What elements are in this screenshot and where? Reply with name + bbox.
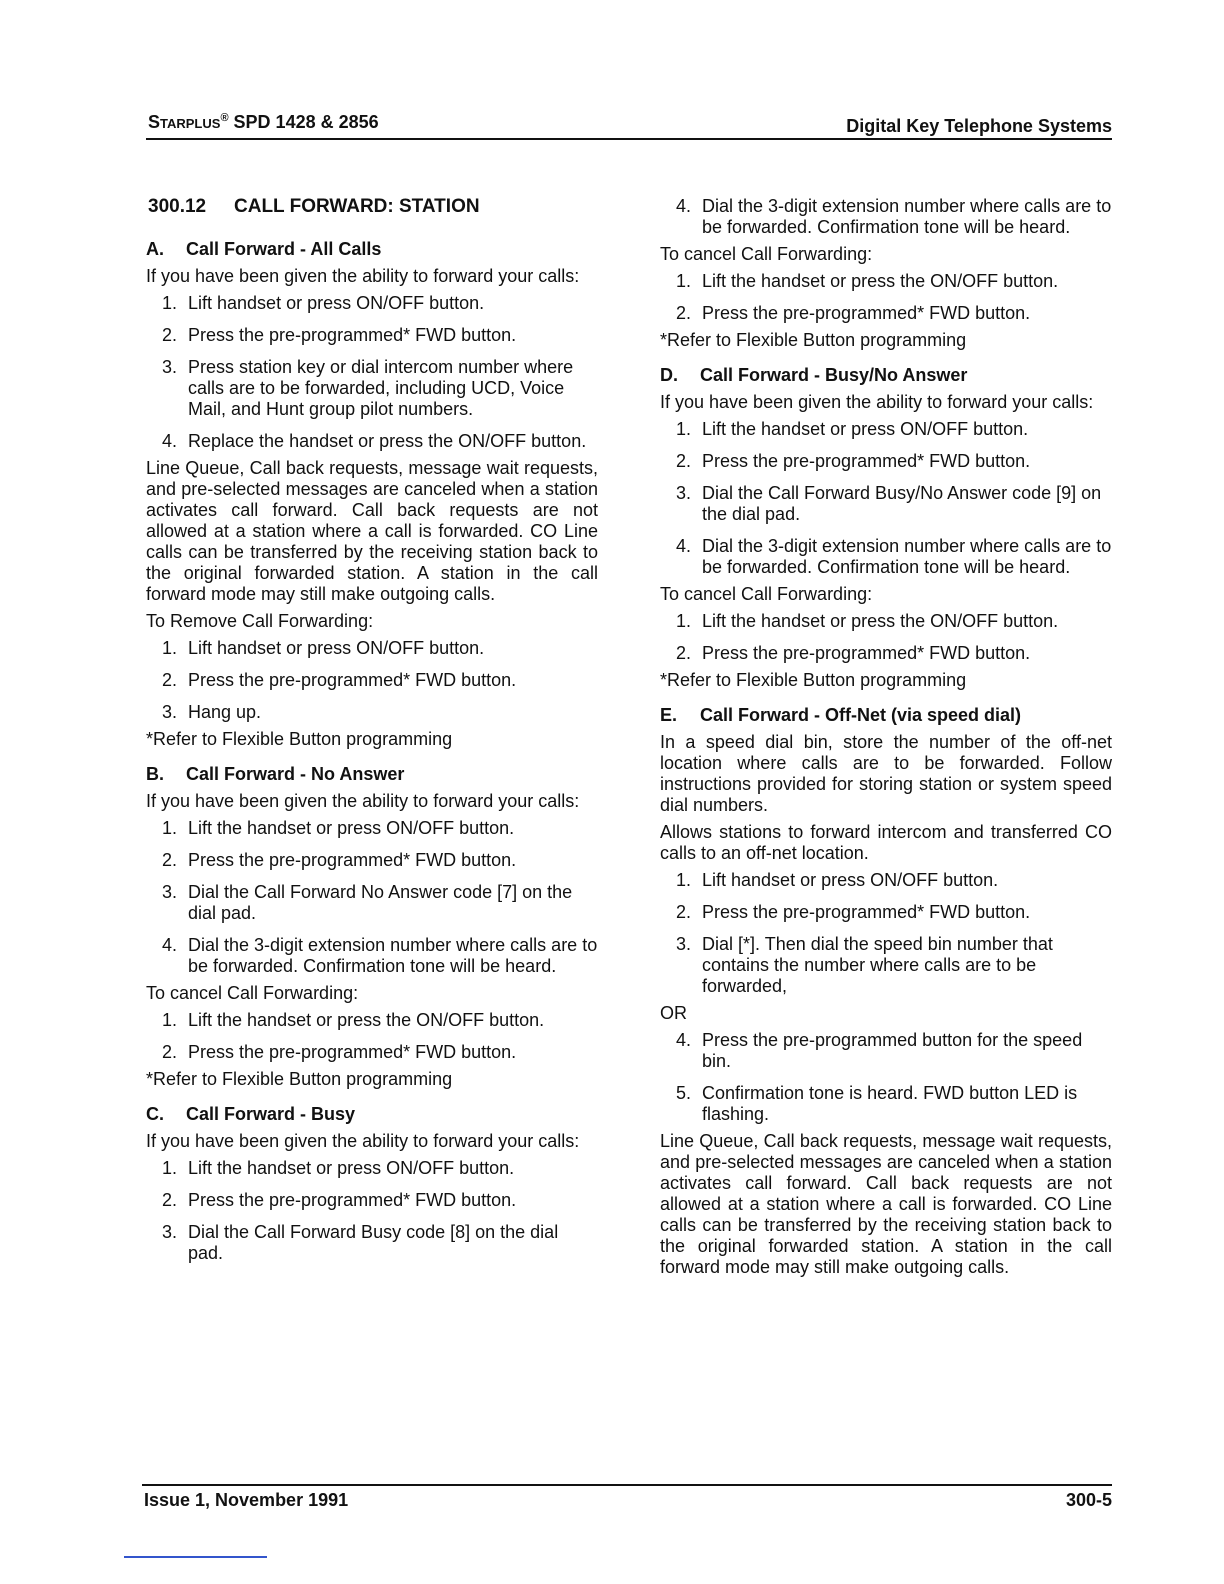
header-model: SPD 1428 & 2856 [228,112,379,132]
cancel-steps-list [660,271,1112,324]
registered-mark: ® [220,112,229,124]
step-item: 2. Press the pre-programmed* FWD button. [676,451,1031,471]
footnote: *Refer to Flexible Button programming [146,1069,453,1089]
issue-date: Issue 1, November 1991 [144,1490,349,1510]
steps-list [146,293,598,452]
step-item: 1. Lift the handset or press the ON/OFF button. [676,611,1059,631]
steps-list-continued [660,196,1112,238]
subsection-c-heading: C. Call Forward - Busy [146,1104,356,1124]
step-item: 3. Dial the Call Forward No Answer code [7] on the dial pad. [162,882,573,923]
step-item: 2. Press the pre-programmed* FWD button. [162,1190,517,1210]
step-item: 4. Dial the 3-digit extension number where calls are to be forwarded. Confirmation tone will be heard. [676,196,1112,237]
intro-text: If you have been given the ability to forward your calls: [146,1131,580,1151]
step-item: 3. Dial the Call Forward Busy/No Answer code [9] on the dial pad. [676,483,1102,524]
cancel-steps-list [660,611,1112,664]
intro-text: If you have been given the ability to forward your calls: [146,266,580,286]
body-paragraph: Allows stations to forward intercom and transferred CO calls to an off-net location. [660,822,1112,863]
remove-steps-list [146,638,598,723]
steps-list [146,818,598,977]
or-label: OR [660,1003,687,1023]
step-item: 5. Confirmation tone is heard. FWD button LED is flashing. [676,1083,1078,1124]
section-title: CALL FORWARD: STATION [234,196,480,217]
intro-text: If you have been given the ability to forward your calls: [146,791,580,811]
step-item: 1. Lift the handset or press ON/OFF button. [676,419,1029,439]
section-heading [148,196,598,217]
body-paragraph: Line Queue, Call back requests, message wait requests, and pre-selected messages are canceled when a station activates call forward. Call back requests are not allowed at a station where a call is forwarded. CO Line calls can be transferred by the receiving station back to the original forwarded station. A station in the call forward mode may still make outgoing calls. [660,1131,1112,1277]
subsection-letter: A. [146,239,164,259]
step-item: 2. Press the pre-programmed* FWD button. [676,643,1031,663]
subsection-e-heading: E. Call Forward - Off-Net (via speed dial) [660,705,1022,725]
page-header [146,110,1112,140]
cancel-steps-list [146,1010,598,1063]
step-item: 4. Dial the 3-digit extension number where calls are to be forwarded. Confirmation tone will be heard. [162,935,598,976]
subsection-b-heading: B. Call Forward - No Answer [146,764,405,784]
step-item: 2. Press the pre-programmed* FWD button. [162,670,517,690]
subsection-d-heading: D. Call Forward - Busy/No Answer [660,365,968,385]
step-item: 4. Dial the 3-digit extension number where calls are to be forwarded. Confirmation tone will be heard. [676,536,1112,577]
step-item: 3. Press station key or dial intercom number where calls are to be forwarded, including UCD, Voice Mail, and Hunt group pilot numbers. [162,357,574,419]
step-item: 2. Press the pre-programmed* FWD button. [162,325,517,345]
steps-list [146,1158,598,1264]
step-item: 1. Lift handset or press ON/OFF button. [162,293,485,313]
footnote: *Refer to Flexible Button programming [660,330,967,350]
step-item: 2. Press the pre-programmed* FWD button. [162,850,517,870]
footnote: *Refer to Flexible Button programming [660,670,967,690]
step-item: 1. Lift handset or press ON/OFF button. [676,870,999,890]
page-footer [142,1484,1112,1512]
intro-text: If you have been given the ability to forward your calls: [660,392,1094,412]
step-item: 1. Lift the handset or press ON/OFF button. [162,818,515,838]
header-title: Digital Key Telephone Systems [846,116,1112,136]
header-product [148,112,379,133]
subsection-a-heading [146,239,598,260]
right-column [660,196,1112,1284]
step-item: 2. Press the pre-programmed* FWD button. [676,303,1031,323]
step-item: 1. Lift the handset or press the ON/OFF button. [676,271,1059,291]
brand-name: Starplus [148,112,221,132]
step-item: 4. Press the pre-programmed button for the speed bin. [676,1030,1083,1071]
body-paragraph: Line Queue, Call back requests, message wait requests, and pre-selected messages are canceled when a station activates call forward. Call back requests are not allowed at a station where a call is forwarded. CO Line calls can be transferred by the receiving station back to the original forwarded station. A station in the call forward mode may still make outgoing calls. [146,458,598,604]
step-item: 2. Press the pre-programmed* FWD button. [162,1042,517,1062]
step-item: 1. Lift the handset or press the ON/OFF button. [162,1010,545,1030]
cancel-label: To cancel Call Forwarding: [146,983,359,1003]
steps-list [660,419,1112,578]
step-item: 2. Press the pre-programmed* FWD button. [676,902,1031,922]
step-item: 1. Lift the handset or press ON/OFF button. [162,1158,515,1178]
step-item: 3. Dial [*]. Then dial the speed bin number that contains the number where calls are to be forwarded, [676,934,1053,996]
step-item: 3. Dial the Call Forward Busy code [8] on the dial pad. [162,1222,559,1263]
steps-list [660,870,1112,997]
step-item: 4. Replace the handset or press the ON/OFF button. [162,431,587,451]
footnote: *Refer to Flexible Button programming [146,729,453,749]
scan-artifact-line [124,1556,267,1558]
page-number: 300-5 [1065,1490,1112,1510]
left-column [146,196,598,1270]
step-item: 1. Lift handset or press ON/OFF button. [162,638,485,658]
section-number: 300.12 [148,196,207,217]
steps-list-alt [660,1030,1112,1125]
step-item: 3. Hang up. [162,702,262,722]
subsection-title: Call Forward - All Calls [186,239,382,259]
cancel-label: To cancel Call Forwarding: [660,244,873,264]
cancel-label: To cancel Call Forwarding: [660,584,873,604]
body-paragraph: In a speed dial bin, store the number of the off-net location where calls are to be forwarded. Follow instructions provided for storing station or system speed dial numbers. [660,732,1112,815]
remove-label: To Remove Call Forwarding: [146,611,374,631]
